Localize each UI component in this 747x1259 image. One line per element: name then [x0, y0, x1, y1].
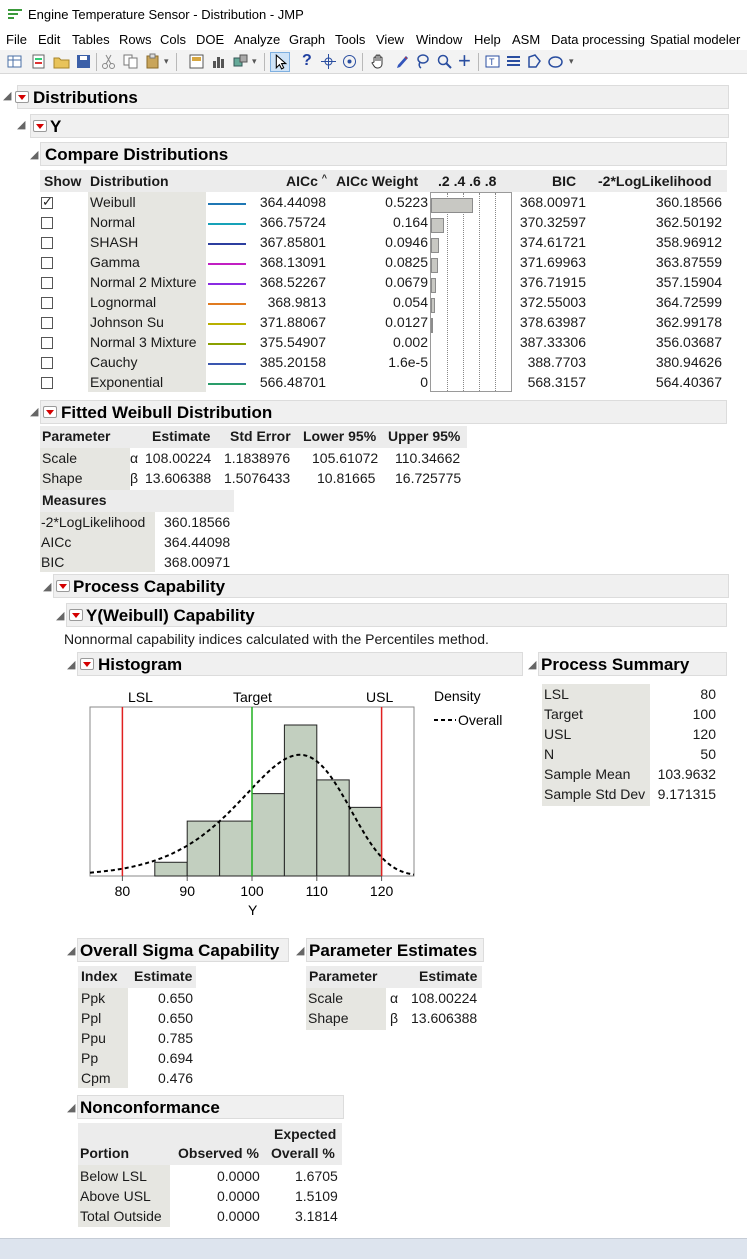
distribution-name: Cauchy: [90, 354, 138, 370]
param-upper: 16.725775: [395, 470, 462, 486]
capability-index-value: 0.650: [158, 1010, 194, 1026]
legend-overall-label: Overall: [458, 712, 503, 728]
aicc-weight-value: 0.002: [392, 334, 428, 350]
aicc-weight-value: 0.0127: [385, 314, 428, 330]
column-header-std-error: Std Error: [230, 428, 291, 444]
disclosure-icon[interactable]: ◢: [56, 610, 65, 622]
portion-name: Below LSL: [80, 1168, 147, 1184]
target-label: Target: [233, 689, 272, 705]
histogram-title: Histogram: [98, 655, 183, 674]
param-name: Scale: [308, 990, 344, 1006]
aicc-weight-bar: [431, 318, 433, 333]
bic-value: 388.7703: [527, 354, 586, 370]
histogram-bar: [284, 725, 316, 876]
loglikelihood-value: 364.72599: [655, 294, 722, 310]
column-header-lower-95: Lower 95%: [303, 428, 377, 444]
new-script-icon[interactable]: [30, 53, 47, 70]
menu-view[interactable]: View: [376, 32, 404, 47]
show-checkbox[interactable]: [41, 317, 53, 329]
title-bar: [0, 0, 747, 30]
show-checkbox[interactable]: [41, 277, 53, 289]
menu-file[interactable]: File: [6, 32, 27, 47]
overall-sigma-capability-title: Overall Sigma Capability: [80, 941, 280, 960]
param-std-error: 1.1838976: [224, 450, 291, 466]
status-bar: [0, 1238, 747, 1259]
paste-icon[interactable]: [144, 53, 161, 70]
bic-value: 372.55003: [519, 294, 586, 310]
param-lower: 105.61072: [312, 450, 379, 466]
disclosure-icon[interactable]: ◢: [3, 90, 12, 102]
column-header-estimate: Estimate: [152, 428, 211, 444]
show-checkbox[interactable]: [41, 257, 53, 269]
parameter-estimates-title: Parameter Estimates: [309, 941, 478, 960]
capability-index-value: 0.476: [158, 1070, 194, 1086]
menu-spatial-modeler[interactable]: Spatial modeler: [650, 32, 741, 47]
copy-icon[interactable]: [122, 53, 139, 70]
measure-name: -2*LogLikelihood: [41, 514, 146, 530]
distribution-name: Normal 3 Mixture: [90, 334, 197, 350]
oval-tool-icon[interactable]: [547, 53, 564, 70]
y-weibull-capability-title: Y(Weibull) Capability: [86, 606, 255, 625]
measures-header: Measures: [42, 492, 107, 508]
grabber-hand-icon[interactable]: [370, 53, 387, 70]
loglikelihood-value: 360.18566: [655, 194, 722, 210]
capability-index-name: Ppu: [81, 1030, 106, 1046]
help-tool-icon[interactable]: ?: [302, 52, 312, 69]
compare-distributions-outline[interactable]: [40, 142, 727, 166]
column-header-expected: Expected: [274, 1126, 337, 1142]
aicc-weight-bar: [431, 258, 438, 273]
crosshair-tool-icon[interactable]: [320, 53, 337, 70]
measure-value: 364.44098: [164, 534, 231, 550]
parameter-estimates-table: [306, 966, 486, 1030]
process-capability-outline[interactable]: [53, 574, 729, 598]
param-symbol: β: [130, 470, 139, 486]
bic-value: 387.33306: [519, 334, 586, 350]
bic-value: 371.69963: [519, 254, 586, 270]
menu-tables[interactable]: Tables: [72, 32, 110, 47]
summary-label: Sample Mean: [544, 766, 631, 782]
new-data-table-icon[interactable]: [6, 53, 23, 70]
bic-value: 376.71915: [519, 274, 586, 290]
column-header-observed: Observed %: [178, 1145, 259, 1161]
param-symbol: α: [130, 450, 139, 466]
capability-index-value: 0.785: [158, 1030, 194, 1046]
toolbar-separator: [176, 53, 177, 71]
magnifier-tool-icon[interactable]: [436, 53, 453, 70]
measure-name: AICc: [41, 534, 72, 550]
distributions-outline[interactable]: [17, 85, 729, 109]
toolbar-overflow-icon[interactable]: ▾: [252, 56, 257, 66]
distribution-color-swatch: [208, 203, 246, 205]
distribution-name: Normal: [90, 214, 136, 230]
aicc-weight-value: 0.5223: [385, 194, 428, 210]
polygon-tool-icon[interactable]: [526, 53, 543, 70]
y-title: Y: [50, 117, 62, 136]
column-header-aicc-weight: AICc Weight: [336, 173, 419, 189]
parameter-estimates-outline[interactable]: [306, 938, 484, 962]
disclosure-icon[interactable]: ◢: [43, 581, 52, 593]
toolbar-separator: [478, 53, 479, 71]
distribution-name: Normal 2 Mixture: [90, 274, 197, 290]
distribution-color-swatch: [208, 283, 246, 285]
arrow-cursor-icon: [271, 53, 289, 71]
distribution-color-swatch: [208, 363, 246, 365]
nonconformance-title: Nonconformance: [80, 1098, 220, 1117]
lasso-tool-icon[interactable]: [414, 53, 431, 70]
aicc-weight-value: 0.054: [392, 294, 428, 310]
histogram-bar: [252, 794, 284, 876]
window-title: Engine Temperature Sensor - Distribution - JMP: [28, 7, 304, 22]
portion-name: Total Outside: [80, 1208, 162, 1224]
column-header-estimate: Estimate: [419, 968, 478, 984]
column-header-show: Show: [44, 173, 82, 189]
param-lower: 10.81665: [317, 470, 376, 486]
aicc-weight-value: 1.6e-5: [388, 354, 428, 370]
histogram-bar: [220, 821, 252, 876]
loglikelihood-value: 362.50192: [655, 214, 722, 230]
column-header-overall: Overall %: [271, 1145, 335, 1161]
aicc-value: 368.13091: [259, 254, 326, 270]
aicc-weight-value: 0.164: [392, 214, 428, 230]
column-header-upper-95: Upper 95%: [388, 428, 461, 444]
summary-value: 100: [692, 706, 716, 722]
param-estimate: 13.606388: [145, 470, 212, 486]
menu-help[interactable]: Help: [474, 32, 501, 47]
param-name: Scale: [42, 450, 78, 466]
y-weibull-capability-outline[interactable]: [66, 603, 727, 627]
show-checkbox[interactable]: [41, 217, 53, 229]
lsl-label: LSL: [128, 689, 153, 705]
legend-title: Density: [434, 688, 481, 704]
histogram-outline[interactable]: [77, 652, 523, 676]
disclosure-icon[interactable]: ◢: [67, 945, 76, 957]
menu-tools[interactable]: Tools: [335, 32, 366, 47]
capability-index-name: Ppk: [81, 990, 106, 1006]
process-summary-table: [542, 684, 722, 808]
param-symbol: β: [390, 1010, 399, 1026]
menu-bar: [0, 30, 747, 50]
toolbar-separator: [362, 53, 363, 71]
aicc-weight-bar-chart: [430, 192, 512, 392]
param-estimate: 13.606388: [411, 1010, 478, 1026]
measure-name: BIC: [41, 554, 65, 570]
aicc-weight-value: 0: [420, 374, 428, 390]
y-red-triangle-icon[interactable]: [33, 120, 47, 132]
compare-distributions-table: [40, 170, 727, 395]
histogram-red-triangle-icon[interactable]: [80, 658, 94, 670]
journal-icon[interactable]: [188, 53, 205, 70]
aicc-value: 368.52267: [259, 274, 326, 290]
show-checkbox[interactable]: [41, 297, 53, 309]
brush-tool-icon[interactable]: [394, 53, 411, 70]
distributions-red-triangle-icon[interactable]: [15, 91, 29, 103]
distribution-color-swatch: [208, 243, 246, 245]
x-tick-label: 120: [369, 883, 394, 899]
distribution-name: Weibull: [90, 194, 136, 210]
fitted-weibull-title: Fitted Weibull Distribution: [61, 403, 273, 422]
aicc-value: 366.75724: [259, 214, 326, 230]
param-name: Shape: [308, 1010, 349, 1026]
column-header-aicc[interactable]: AICc ^: [286, 173, 328, 189]
bic-value: 374.61721: [519, 234, 586, 250]
distributions-title: Distributions: [33, 88, 138, 107]
toolbar-overflow-icon[interactable]: ▾: [569, 56, 574, 66]
disclosure-icon[interactable]: ◢: [30, 406, 39, 418]
show-checkbox[interactable]: [41, 237, 53, 249]
column-header-loglikelihood: -2*LogLikelihood: [598, 173, 712, 189]
show-checkbox[interactable]: [41, 377, 53, 389]
add-tool-icon[interactable]: +: [458, 48, 471, 73]
observed-value: 0.0000: [217, 1208, 260, 1224]
summary-label: LSL: [544, 686, 569, 702]
distribution-name: Exponential: [90, 374, 164, 390]
show-checkbox[interactable]: [41, 357, 53, 369]
annotate-tool-icon[interactable]: [484, 53, 501, 70]
column-header-weight-scale: .2 .4 .6 .8: [438, 173, 497, 189]
summary-label: N: [544, 746, 555, 762]
menu-graph[interactable]: Graph: [289, 32, 326, 47]
distribution-name: Gamma: [90, 254, 140, 270]
cut-icon[interactable]: [100, 53, 117, 70]
loglikelihood-value: 356.03687: [655, 334, 722, 350]
x-axis-label: Y: [248, 902, 258, 918]
distribution-icon[interactable]: [210, 53, 227, 70]
aicc-value: 371.88067: [259, 314, 326, 330]
menu-data-processing[interactable]: Data processing: [551, 32, 645, 47]
toolbar-separator: [264, 53, 265, 71]
distribution-name: Johnson Su: [90, 314, 164, 330]
histogram-bar: [155, 862, 187, 876]
expected-value: 1.6705: [295, 1168, 338, 1184]
save-icon[interactable]: [75, 53, 92, 70]
param-estimate: 108.00224: [145, 450, 212, 466]
aicc-weight-bar: [431, 298, 435, 313]
measure-value: 360.18566: [164, 514, 231, 530]
loglikelihood-value: 362.99178: [655, 314, 722, 330]
disclosure-icon[interactable]: ◢: [67, 659, 76, 671]
menu-rows[interactable]: Rows: [119, 32, 152, 47]
summary-value: 80: [700, 686, 716, 702]
aicc-weight-value: 0.0679: [385, 274, 428, 290]
aicc-value: 375.54907: [259, 334, 326, 350]
distribution-color-swatch: [208, 263, 246, 265]
summary-label: USL: [544, 726, 572, 742]
disclosure-icon[interactable]: ◢: [17, 119, 26, 131]
histogram-bar: [317, 780, 349, 876]
menu-cols[interactable]: Cols: [160, 32, 187, 47]
show-checkbox[interactable]: [41, 337, 53, 349]
show-checkbox[interactable]: [41, 197, 53, 209]
distribution-color-swatch: [208, 343, 246, 345]
capability-index-value: 0.650: [158, 990, 194, 1006]
sort-ascending-icon: ^: [321, 173, 328, 183]
summary-value: 50: [700, 746, 716, 762]
column-header-distribution: Distribution: [90, 173, 169, 189]
param-upper: 110.34662: [395, 450, 461, 466]
disclosure-icon[interactable]: ◢: [67, 1102, 76, 1114]
aicc-weight-value: 0.0825: [385, 254, 428, 270]
loglikelihood-value: 380.94626: [655, 354, 722, 370]
scroller-tool-icon[interactable]: [341, 53, 358, 70]
column-header-portion: Portion: [80, 1145, 129, 1161]
aicc-weight-value: 0.0946: [385, 234, 428, 250]
aicc-value: 367.85801: [259, 234, 326, 250]
compare-distributions-title: Compare Distributions: [45, 145, 229, 164]
aicc-weight-bar: [431, 218, 444, 233]
param-name: Shape: [42, 470, 83, 486]
capability-index-name: Ppl: [81, 1010, 102, 1026]
measure-value: 368.00971: [164, 554, 231, 570]
x-tick-label: 110: [305, 883, 328, 899]
x-tick-label: 100: [240, 883, 264, 899]
process-capability-red-triangle-icon[interactable]: [56, 580, 70, 592]
bic-value: 370.32597: [519, 214, 586, 230]
svg-text:T: T: [489, 57, 495, 67]
capability-index-name: Pp: [81, 1050, 99, 1066]
portion-name: Above USL: [80, 1188, 151, 1204]
menu-edit[interactable]: Edit: [38, 32, 61, 47]
menu-analyze[interactable]: Analyze: [234, 32, 281, 47]
toolbar: [0, 50, 747, 74]
column-header-parameter: Parameter: [309, 968, 378, 984]
loglikelihood-value: 358.96912: [655, 234, 722, 250]
expected-value: 3.1814: [295, 1208, 338, 1224]
summary-label: Sample Std Dev: [544, 786, 646, 802]
summary-value: 9.171315: [657, 786, 716, 802]
distribution-color-swatch: [208, 323, 246, 325]
capability-index-value: 0.694: [158, 1050, 194, 1066]
nonconformance-table: [78, 1123, 346, 1229]
usl-label: USL: [366, 689, 394, 705]
capability-index-name: Cpm: [81, 1070, 111, 1086]
observed-value: 0.0000: [217, 1168, 260, 1184]
menu-asm[interactable]: ASM: [512, 32, 541, 47]
bic-value: 378.63987: [519, 314, 586, 330]
process-capability-title: Process Capability: [73, 577, 226, 596]
overall-sigma-capability-outline[interactable]: [77, 938, 289, 962]
x-tick-label: 80: [114, 883, 131, 899]
column-header-parameter: Parameter: [42, 428, 111, 444]
histogram-chart: [70, 680, 530, 930]
column-header-bic: BIC: [552, 173, 577, 189]
aicc-value: 364.44098: [259, 194, 326, 210]
nonnormal-note: Nonnormal capability indices calculated with the Percentiles method.: [64, 631, 489, 647]
distribution-name: Lognormal: [90, 294, 157, 310]
summary-value: 120: [692, 726, 716, 742]
process-summary-outline[interactable]: [538, 652, 727, 676]
y-weibull-capability-red-triangle-icon[interactable]: [69, 609, 83, 621]
distribution-name: SHASH: [90, 234, 139, 250]
distribution-color-swatch: [208, 303, 246, 305]
menu-doe[interactable]: DOE: [196, 32, 225, 47]
histogram-bar: [187, 821, 219, 876]
distribution-color-swatch: [208, 383, 246, 385]
param-estimate: 108.00224: [411, 990, 478, 1006]
fitted-weibull-outline[interactable]: [40, 400, 727, 424]
aicc-weight-bar: [431, 198, 473, 213]
fitted-weibull-table: [40, 426, 470, 572]
histogram-bar: [349, 807, 381, 876]
aicc-value: 566.48701: [259, 374, 326, 390]
summary-value: 103.9632: [657, 766, 716, 782]
disclosure-icon[interactable]: ◢: [30, 149, 39, 161]
toolbar-separator: [96, 53, 97, 71]
observed-value: 0.0000: [217, 1188, 260, 1204]
loglikelihood-value: 564.40367: [655, 374, 722, 390]
list-tool-icon[interactable]: [505, 53, 522, 70]
bic-value: 368.00971: [519, 194, 586, 210]
disclosure-icon[interactable]: ◢: [296, 945, 305, 957]
loglikelihood-value: 363.87559: [655, 254, 722, 270]
x-tick-label: 90: [179, 883, 195, 899]
summary-label: Target: [544, 706, 583, 722]
param-symbol: α: [390, 990, 399, 1006]
distribution-color-swatch: [208, 223, 246, 225]
menu-window[interactable]: Window: [416, 32, 463, 47]
fit-y-by-x-icon[interactable]: [232, 53, 249, 70]
y-outline[interactable]: [30, 114, 729, 138]
toolbar-overflow-icon[interactable]: ▾: [164, 56, 169, 66]
disclosure-icon[interactable]: ◢: [528, 659, 537, 671]
column-header-index: Index: [81, 968, 118, 984]
jmp-app-icon: [8, 9, 22, 20]
open-folder-icon[interactable]: [53, 53, 70, 70]
nonconformance-outline[interactable]: [77, 1095, 344, 1119]
aicc-weight-bar: [431, 238, 439, 253]
expected-value: 1.5109: [295, 1188, 338, 1204]
aicc-weight-bar: [431, 278, 436, 293]
aicc-value: 368.9813: [267, 294, 326, 310]
arrow-tool-button[interactable]: [270, 52, 290, 72]
fitted-weibull-red-triangle-icon[interactable]: [43, 406, 57, 418]
aicc-value: 385.20158: [259, 354, 326, 370]
column-header-estimate: Estimate: [134, 968, 193, 984]
param-std-error: 1.5076433: [224, 470, 291, 486]
overall-sigma-table: [78, 966, 198, 1090]
loglikelihood-value: 357.15904: [655, 274, 722, 290]
process-summary-title: Process Summary: [541, 655, 690, 674]
bic-value: 568.3157: [527, 374, 586, 390]
